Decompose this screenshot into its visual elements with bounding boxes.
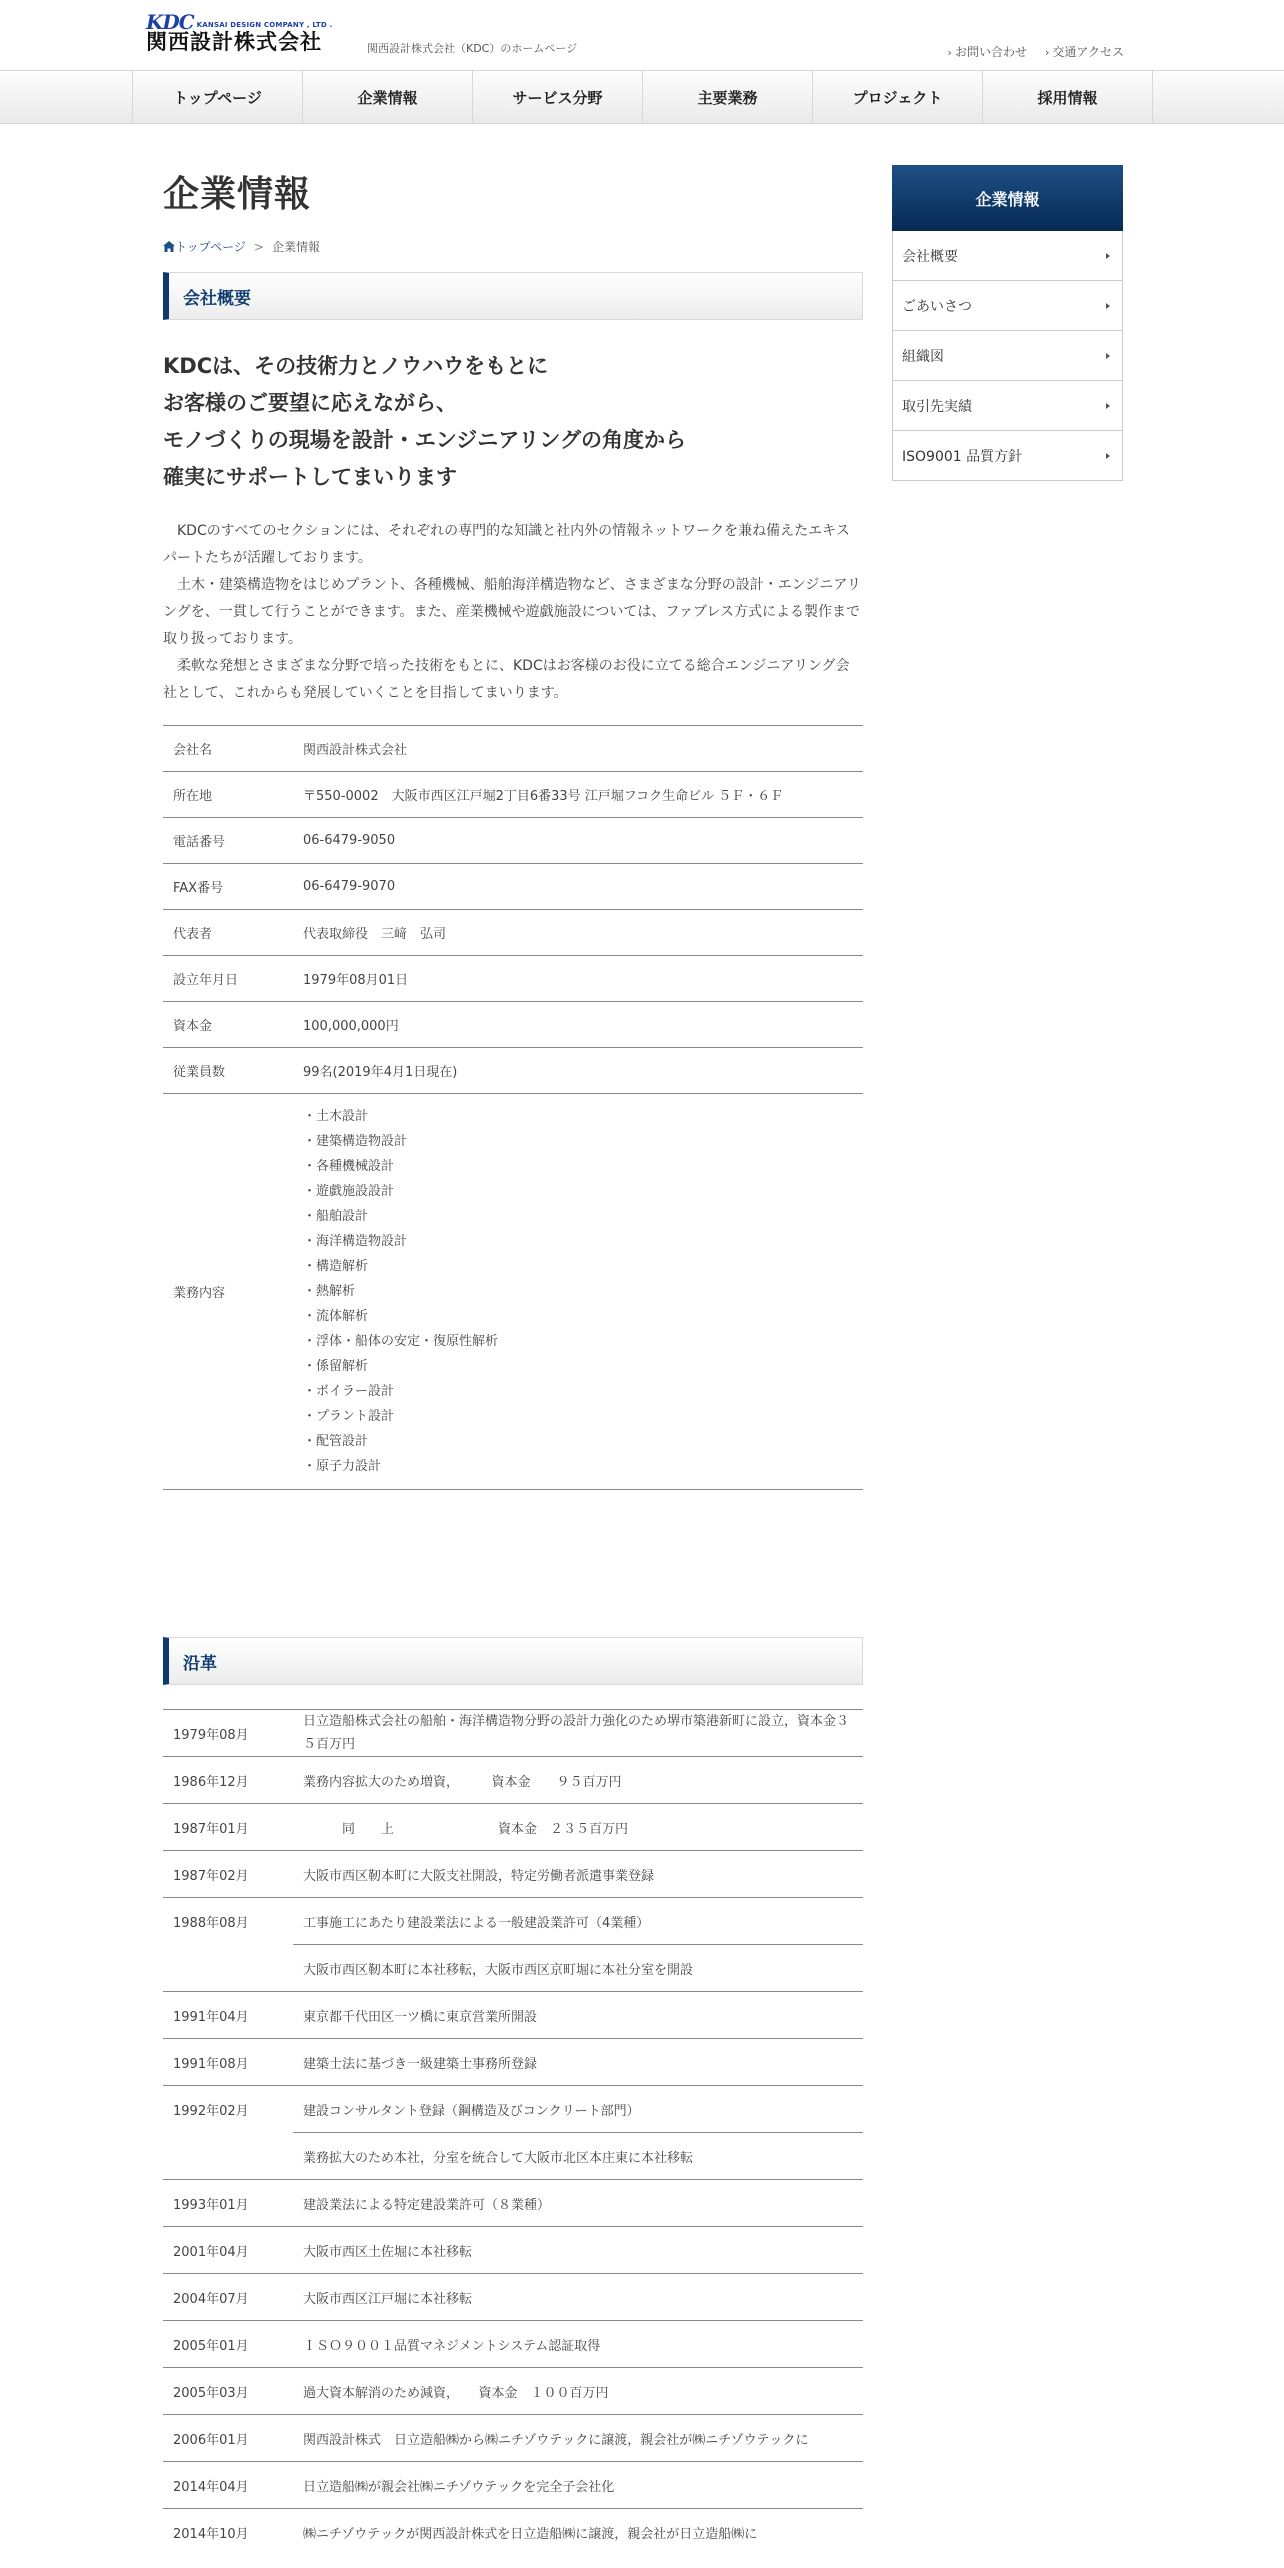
history-date: 2004年07月: [163, 2274, 293, 2321]
business-item: ・原子力設計: [303, 1459, 382, 1474]
contact-link[interactable]: [948, 43, 1027, 60]
history-date: 1988年08月: [163, 1898, 293, 1945]
intro-paragraph: 土木・建築構造物をはじめプラント、各種機械、船舶海洋構造物など、さまざまな分野の設計・エンジニアリングを、一貫して行うことができます。また、産業機械や遊戯施設については、ファブレス方式による製作まで取り扱っております。: [163, 577, 861, 647]
history-event: 関西設計株式 日立造船㈱から㈱ニチゾウテックに譲渡，親会社が㈱ニチゾウテックに: [293, 2415, 863, 2462]
business-item: ・土木設計: [303, 1109, 369, 1124]
info-value: 〒550-0002 大阪市西区江戸堀2丁目6番33号 江戸堀フコク生命ビル ５Ｆ・６Ｆ: [293, 772, 863, 818]
company-logo[interactable]: [146, 10, 346, 54]
home-icon: [163, 241, 175, 252]
global-nav: [0, 70, 1284, 124]
lead-line: 確実にサポートしてまいります: [163, 465, 457, 489]
breadcrumb-separator: >: [253, 239, 264, 254]
business-item: ・船舶設計: [303, 1209, 369, 1224]
business-item: ・プラント設計: [303, 1409, 395, 1424]
history-event: 大阪市西区靭本町に大阪支社開設，特定労働者派遣事業登録: [293, 1851, 863, 1898]
logo-japanese-name: 関西設計株式会社: [146, 30, 322, 54]
sidebar-item-organization[interactable]: [893, 330, 1122, 380]
business-item: ・係留解析: [303, 1359, 369, 1374]
business-item: ・各種機械設計: [303, 1159, 395, 1174]
info-key: 所在地: [163, 772, 293, 818]
history-event: 建設コンサルタント登録（鋼構造及びコンクリート部門）: [293, 2086, 863, 2133]
history-event: ㈱ニチゾウテックが関西設計株式を日立造船㈱に譲渡，親会社が日立造船㈱に: [293, 2509, 863, 2556]
business-item: ・建築構造物設計: [303, 1134, 408, 1149]
sidebar-menu: [892, 231, 1123, 481]
business-item: ・流体解析: [303, 1309, 369, 1324]
site-header: [0, 0, 1284, 70]
page-title: 企業情報: [163, 174, 312, 215]
table-row: [163, 1757, 863, 1804]
history-date: 1991年08月: [163, 2039, 293, 2086]
table-row: [163, 2227, 863, 2274]
info-key: 代表者: [163, 910, 293, 956]
table-row: [163, 910, 863, 956]
history-event: 大阪市西区靭本町に本社移転，大阪市西区京町堀に本社分室を開設: [293, 1945, 863, 1992]
sidebar-item-overview[interactable]: [893, 231, 1122, 280]
utility-links: [948, 43, 1124, 60]
table-row: [163, 1710, 863, 1757]
intro-paragraph: KDCのすべてのセクションには、それぞれの専門的な知識と社内外の情報ネットワークを兼ね備えたエキスパートたちが活躍しております。: [163, 523, 850, 566]
history-date: 1992年02月: [163, 2086, 293, 2133]
history-event: 業務内容拡大のため増資， 資本金 ９５百万円: [293, 1757, 863, 1804]
history-event: 過大資本解消のため減資， 資本金 １００百万円: [293, 2368, 863, 2415]
table-row: [163, 1804, 863, 1851]
info-value: 06-6479-9050: [293, 818, 863, 864]
access-link[interactable]: [1045, 43, 1124, 60]
history-date: 2005年01月: [163, 2321, 293, 2368]
table-row: [163, 2368, 863, 2415]
arrow-right-icon: [1106, 353, 1110, 359]
table-row: [163, 2086, 863, 2133]
logo-english-name: KANSAI DESIGN COMPANY , LTD .: [196, 21, 333, 29]
table-row: [163, 818, 863, 864]
info-key: 業務内容: [163, 1094, 293, 1490]
chevron-right-icon: ›: [947, 46, 952, 59]
breadcrumb-current: 企業情報: [271, 240, 320, 254]
intro-text: [163, 518, 863, 707]
sidebar-item-label: ISO9001 品質方針: [902, 448, 1023, 465]
main-content: [163, 160, 863, 2555]
business-item: ・構造解析: [303, 1259, 369, 1274]
lead-line: モノづくりの現場を設計・エンジニアリングの角度から: [163, 428, 687, 452]
nav-item-top[interactable]: トップページ: [132, 71, 302, 123]
info-value: 99名(2019年4月1日現在): [293, 1048, 863, 1094]
business-item: ・浮体・船体の安定・復原性解析: [303, 1334, 499, 1349]
info-key: FAX番号: [163, 864, 293, 910]
table-row: [163, 1048, 863, 1094]
table-row: [163, 772, 863, 818]
history-date: 1987年02月: [163, 1851, 293, 1898]
arrow-right-icon: [1106, 403, 1110, 409]
contact-link-label: お問い合わせ: [954, 45, 1027, 59]
table-row: [163, 1094, 863, 1490]
info-key: 設立年月日: [163, 956, 293, 1002]
history-event: 同 上 資本金 ２３５百万円: [293, 1804, 863, 1851]
history-event: 大阪市西区江戸堀に本社移転: [293, 2274, 863, 2321]
table-row: [163, 1992, 863, 2039]
lead-line: KDCは、その技術力とノウハウをもとに: [163, 354, 549, 378]
table-row: [163, 2462, 863, 2509]
chevron-right-icon: ›: [1044, 46, 1050, 59]
business-item: ・配管設計: [303, 1434, 369, 1449]
info-value: [293, 1094, 863, 1490]
history-event: ＩＳＯ９００１品質マネジメントシステム認証取得: [293, 2321, 863, 2368]
lead-statement: [163, 348, 863, 496]
sidebar-item-label: 会社概要: [902, 248, 958, 265]
info-value: 100,000,000円: [293, 1002, 863, 1048]
history-event: 東京都千代田区一ツ橋に東京営業所開設: [293, 1992, 863, 2039]
history-date: 2014年04月: [163, 2462, 293, 2509]
history-date: 1986年12月: [163, 1757, 293, 1804]
table-row: [163, 1898, 863, 1945]
table-row: [163, 1851, 863, 1898]
sidebar-item-label: 取引先実績: [902, 398, 972, 415]
logo-kdc: KDC: [146, 10, 194, 34]
nav-item-company[interactable]: 企業情報: [302, 71, 472, 123]
history-event: 日立造船㈱が親会社㈱ニチゾウテックを完全子会社化: [293, 2462, 863, 2509]
site-tagline: 関西設計株式会社（KDC）のホームページ: [367, 42, 578, 55]
table-row: [163, 2274, 863, 2321]
history-date: 2014年10月: [163, 2509, 293, 2556]
nav-item-recruit[interactable]: 採用情報: [982, 71, 1153, 123]
table-row: [163, 864, 863, 910]
breadcrumb-home-link[interactable]: [163, 238, 246, 255]
info-value: 06-6479-9070: [293, 864, 863, 910]
history-date: [163, 1945, 293, 1992]
history-event: 日立造船株式会社の船舶・海洋構造物分野の設計力強化のため堺市築港新町に設立，資本金３５百万円: [293, 1710, 863, 1757]
arrow-right-icon: [1106, 303, 1110, 309]
info-key: 資本金: [163, 1002, 293, 1048]
history-date: 2001年04月: [163, 2227, 293, 2274]
nav-item-services[interactable]: サービス分野: [472, 71, 642, 123]
intro-paragraph: 柔軟な発想とさまざまな分野で培った技術をもとに、KDCはお客様のお役に立てる総合エンジニアリング会社として、これからも発展していくことを目指してまいります。: [163, 658, 850, 701]
arrow-right-icon: [1106, 253, 1110, 259]
table-row: [163, 2509, 863, 2556]
info-key: 会社名: [163, 726, 293, 772]
info-value: 1979年08月01日: [293, 956, 863, 1002]
nav-item-business[interactable]: 主要業務: [642, 71, 812, 123]
table-row: [163, 2321, 863, 2368]
breadcrumb: [163, 238, 863, 255]
history-date: 1993年01月: [163, 2180, 293, 2227]
business-item: ・ボイラー設計: [303, 1384, 395, 1399]
business-item: ・海洋構造物設計: [303, 1234, 408, 1249]
history-event: 建設業法による特定建設業許可（８業種）: [293, 2180, 863, 2227]
business-item: ・熱解析: [303, 1284, 356, 1299]
table-row: [163, 1002, 863, 1048]
breadcrumb-home-label: トップページ: [175, 240, 246, 254]
business-item: ・遊戯施設設計: [303, 1184, 395, 1199]
sidebar-item-label: ごあいさつ: [902, 298, 972, 315]
table-row: [163, 2039, 863, 2086]
info-value: 関西設計株式会社: [293, 726, 863, 772]
sidebar-item-label: 組織図: [902, 348, 944, 365]
table-row: [163, 956, 863, 1002]
sidebar-item-greeting[interactable]: [893, 280, 1122, 330]
info-key: 従業員数: [163, 1048, 293, 1094]
business-list: [303, 1104, 853, 1479]
table-row: [163, 726, 863, 772]
info-key: 電話番号: [163, 818, 293, 864]
history-event: 工事施工にあたり建設業法による一般建設業許可（4業種）: [293, 1898, 863, 1945]
history-date: 2006年01月: [163, 2415, 293, 2462]
history-table: [163, 1709, 863, 2555]
table-row: [163, 2180, 863, 2227]
table-row: [163, 1945, 863, 1992]
table-row: [163, 2133, 863, 2180]
access-link-label: 交通アクセス: [1052, 45, 1124, 59]
history-date: 1987年01月: [163, 1804, 293, 1851]
history-date: 1991年04月: [163, 1992, 293, 2039]
lead-line: お客様のご要望に応えながら、: [163, 391, 457, 415]
section-heading-overview: 会社概要: [163, 272, 863, 320]
table-row: [163, 2415, 863, 2462]
info-value: 代表取締役 三﨑 弘司: [293, 910, 863, 956]
history-event: 建築士法に基づき一級建築士事務所登録: [293, 2039, 863, 2086]
sidebar-title: 企業情報: [892, 165, 1123, 231]
sidebar-item-clients[interactable]: [893, 380, 1122, 430]
nav-item-projects[interactable]: プロジェクト: [812, 71, 982, 123]
history-event: 業務拡大のため本社，分室を統合して大阪市北区本庄東に本社移転: [293, 2133, 863, 2180]
arrow-right-icon: [1106, 453, 1110, 459]
sidebar-item-iso[interactable]: [893, 430, 1122, 480]
section-heading-history: 沿革: [163, 1637, 863, 1685]
sidebar: [892, 165, 1123, 481]
history-date: 2005年03月: [163, 2368, 293, 2415]
history-date: [163, 2133, 293, 2180]
history-date: 1979年08月: [163, 1710, 293, 1757]
history-event: 大阪市西区土佐堀に本社移転: [293, 2227, 863, 2274]
company-info-table: [163, 725, 863, 1490]
